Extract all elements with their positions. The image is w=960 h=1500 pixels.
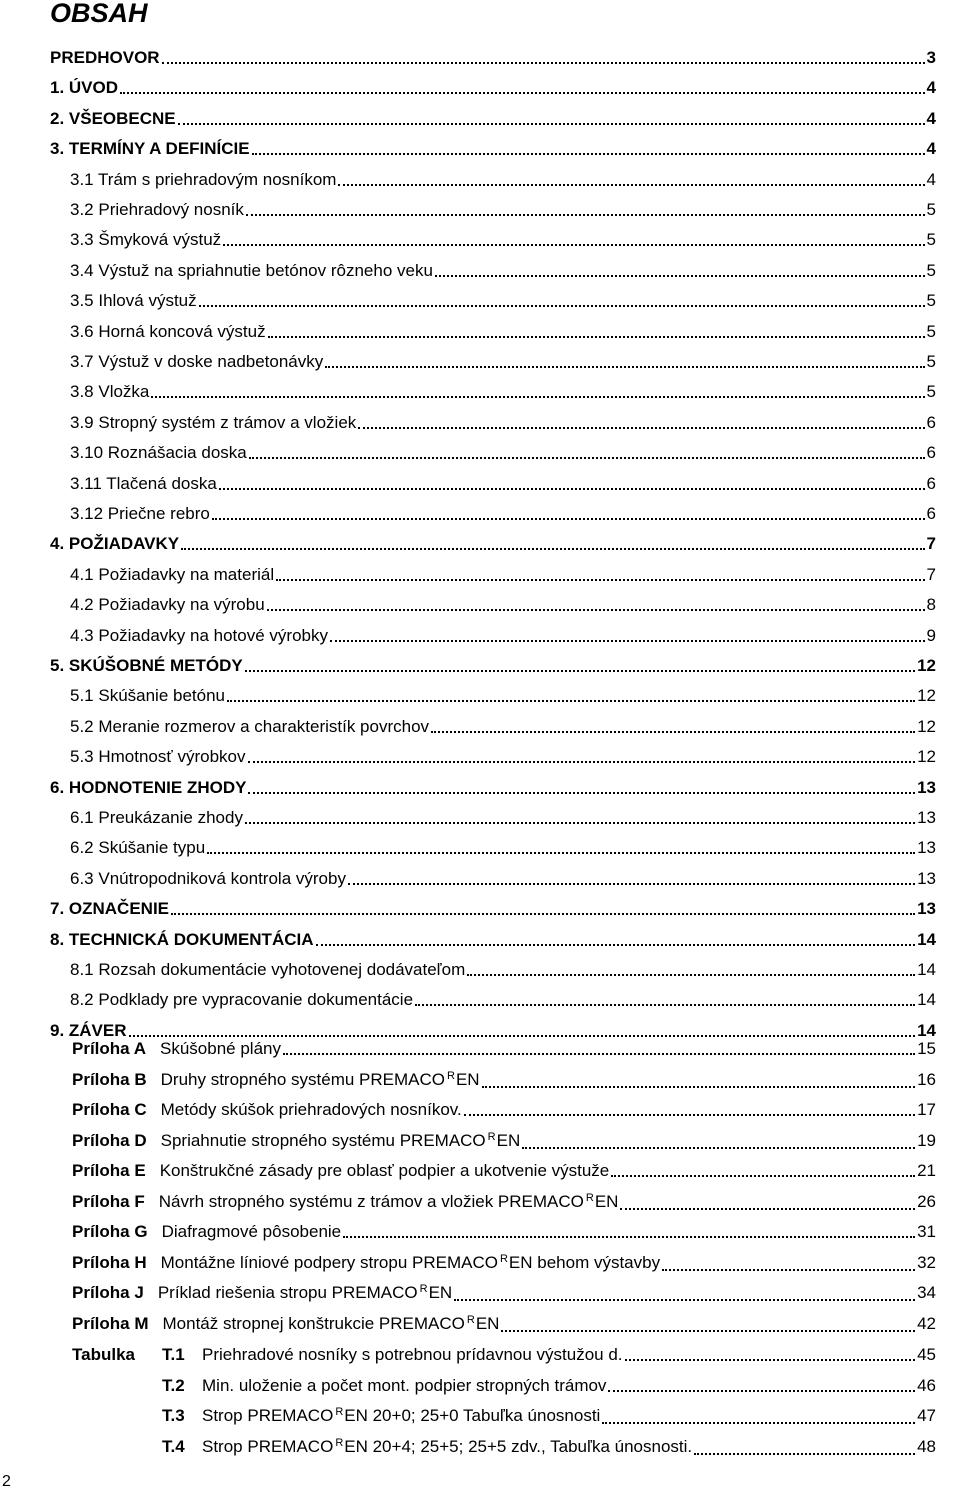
appendix-key: Príloha H [72, 1253, 147, 1272]
toc-page-number: 5 [926, 382, 936, 401]
entry-text: Strop PREMACO [202, 1406, 334, 1425]
appendix-label [72, 1130, 520, 1154]
dot-leader [464, 1114, 915, 1116]
entry-text: Strop PREMACO [202, 1437, 334, 1456]
dot-leader [268, 336, 925, 338]
toc-page-number: 5 [926, 322, 936, 341]
appendix-label [72, 1191, 618, 1215]
toc-subsection [70, 837, 936, 859]
registered-mark: R [335, 1406, 344, 1418]
toc-table [72, 1405, 936, 1429]
toc-subsection [70, 412, 936, 434]
dot-leader [245, 822, 915, 824]
toc-entry-label: 5.1 Skúšanie betónu [70, 686, 226, 705]
table-number: T.3 [162, 1406, 185, 1425]
dot-leader [219, 488, 925, 490]
appendix-key: Príloha M [72, 1314, 149, 1333]
appendix-key: Príloha E [72, 1161, 146, 1180]
toc-section [50, 929, 936, 951]
page-number: 2 [2, 1473, 11, 1490]
toc-entry-label: 8. TECHNICKÁ DOKUMENTÁCIA [50, 930, 314, 949]
dot-leader [227, 700, 915, 702]
appendix-label [72, 1038, 281, 1060]
toc-subsection [70, 716, 936, 738]
dot-leader [199, 305, 925, 307]
toc-page-number: 13 [917, 808, 936, 827]
toc-page-number: 45 [917, 1345, 936, 1364]
toc-page-number: 14 [917, 1021, 936, 1040]
entry-text: Montážne líniové podpery stropu PREMACO [160, 1253, 498, 1272]
toc-page-number: 26 [917, 1192, 936, 1211]
toc-appendix [72, 1069, 936, 1093]
toc-appendix [72, 1252, 936, 1276]
entry-text: Metódy skúšok priehradových nosníkov. [160, 1100, 462, 1119]
dot-leader [267, 609, 925, 611]
toc-entry-label: 5.2 Meranie rozmerov a charakteristík povrchov [70, 717, 430, 736]
dot-leader [248, 761, 916, 763]
dot-leader [415, 1004, 915, 1006]
toc-page-number: 5 [926, 230, 936, 249]
toc-appendix [72, 1313, 936, 1337]
toc-entry-label: 3.9 Stropný systém z trámov a vložiek [70, 413, 357, 432]
dot-leader [325, 366, 924, 368]
toc-page-number: 48 [917, 1437, 936, 1456]
table-number: T.4 [162, 1437, 185, 1456]
table-label [72, 1405, 600, 1429]
toc-section [50, 777, 936, 799]
toc-entry-label: 8.1 Rozsah dokumentácie vyhotovenej dodávateľom [70, 960, 466, 979]
toc-subsection [70, 351, 936, 373]
toc-subsection [70, 290, 936, 312]
toc-entry-label: 3.12 Priečne rebro [70, 504, 210, 523]
dot-leader [611, 1175, 915, 1177]
entry-text: Návrh stropného systému z trámov a vložiek PREMACO [158, 1192, 584, 1211]
toc-page-number: 14 [917, 960, 936, 979]
dot-leader [151, 396, 924, 398]
toc-entry-label: 3.7 Výstuž v doske nadbetonávky [70, 352, 324, 371]
toc-page-number: 13 [917, 869, 936, 888]
toc-page-number: 3 [926, 48, 936, 67]
toc-entry-label: 9. ZÁVER [50, 1021, 127, 1040]
appendix-key: Príloha G [72, 1222, 148, 1241]
dot-leader [248, 792, 915, 794]
appendix-label [72, 1099, 462, 1121]
entry-text: Spriahnutie stropného systému PREMACO [160, 1131, 486, 1150]
toc-page-number: 4 [926, 109, 936, 128]
toc-entry-label: 3. TERMÍNY A DEFINÍCIE [50, 139, 250, 158]
toc-entry-label: 5.3 Hmotnosť výrobkov [70, 747, 246, 766]
toc-subsection [70, 381, 936, 403]
entry-suffix: EN 20+0; 25+0 Tabuľka únosnosti [344, 1406, 601, 1425]
toc-page-number: 13 [917, 899, 936, 918]
toc-subsection [70, 868, 936, 890]
toc-page-number: 15 [917, 1039, 936, 1058]
toc-entry-label: 3.10 Roznášacia doska [70, 443, 247, 462]
toc-page-number: 8 [926, 595, 936, 614]
toc-section [50, 138, 936, 160]
toc-appendix [72, 1160, 936, 1182]
toc-page-number: 5 [926, 261, 936, 280]
dot-leader [330, 640, 925, 642]
toc-entry-label: 3.2 Priehradový nosník [70, 200, 244, 219]
entry-suffix: EN [475, 1314, 500, 1333]
dot-leader [625, 1359, 916, 1361]
dot-leader [120, 92, 925, 94]
table-number: T.2 [162, 1376, 185, 1395]
toc-subsection [70, 199, 936, 221]
toc-page-number: 31 [917, 1222, 936, 1241]
toc-entry-label: 6. HODNOTENIE ZHODY [50, 778, 247, 797]
table-label [72, 1375, 606, 1397]
toc-entry-label: 3.8 Vložka [70, 382, 150, 401]
toc-entry-label: PREDHOVOR [50, 48, 160, 67]
toc-entry-label: 3.6 Horná koncová výstuž [70, 322, 266, 341]
entry-text: Priehradové nosníky s potrebnou prídavnou výstužou d. [202, 1345, 623, 1364]
toc-subsection [70, 229, 936, 251]
entry-suffix: EN [496, 1131, 521, 1150]
toc-subsection [70, 564, 936, 586]
toc-table [72, 1344, 936, 1366]
dot-leader [343, 1236, 915, 1238]
appendix-key: Príloha F [72, 1192, 145, 1211]
toc-subsection [70, 169, 936, 191]
toc-section [50, 533, 936, 555]
toc-page-number: 5 [926, 200, 936, 219]
toc-appendix [72, 1221, 936, 1243]
dot-leader [431, 731, 915, 733]
toc-subsection [70, 594, 936, 616]
dot-leader [283, 1053, 915, 1055]
dot-leader [178, 123, 925, 125]
toc-page-number: 47 [917, 1406, 936, 1425]
toc-subsection [70, 503, 936, 525]
toc-entry-label: 3.11 Tlačená doska [70, 474, 217, 493]
entry-suffix: EN [594, 1192, 619, 1211]
registered-mark: R [447, 1070, 455, 1082]
entry-suffix: EN 20+4; 25+5; 25+5 zdv., Tabuľka únosnosti. [344, 1437, 693, 1456]
table-number: T.1 [162, 1345, 185, 1364]
toc-page-number: 5 [926, 352, 936, 371]
toc-page-number: 12 [917, 717, 936, 736]
dot-leader [501, 1330, 915, 1332]
toc-page-number: 12 [917, 747, 936, 766]
toc-entry-label: 6.2 Skúšanie typu [70, 838, 206, 857]
toc-page-number: 6 [926, 413, 936, 432]
entry-text: Diafragmové pôsobenie [161, 1222, 342, 1241]
dot-leader [602, 1422, 915, 1424]
dot-leader [162, 62, 925, 64]
toc-subsection [70, 321, 936, 343]
dot-leader [467, 974, 915, 976]
dot-leader [454, 1299, 915, 1301]
toc-entry-label: 5. SKÚŠOBNÉ METÓDY [50, 656, 243, 675]
toc-subsection [70, 807, 936, 829]
toc-subsection [70, 442, 936, 464]
dot-leader [694, 1453, 915, 1455]
dot-leader [276, 579, 924, 581]
toc-subsection [70, 473, 936, 495]
table-label [72, 1436, 692, 1460]
toc-page-number: 12 [917, 656, 936, 675]
toc-subsection [70, 959, 936, 981]
toc-page-number: 42 [917, 1314, 936, 1333]
toc-subsection [70, 746, 936, 768]
toc-page-number: 14 [917, 990, 936, 1009]
dot-leader [207, 852, 915, 854]
toc-subsection [70, 260, 936, 282]
dot-leader [620, 1208, 915, 1210]
appendix-label [72, 1069, 480, 1093]
toc-page-number: 9 [926, 626, 936, 645]
toc-appendix [72, 1191, 936, 1215]
toc-page-number: 6 [926, 443, 936, 462]
entry-text: Konštrukčné zásady pre oblasť podpier a ukotvenie výstuže [159, 1161, 610, 1180]
toc-page-number: 46 [917, 1376, 936, 1395]
toc-entry-label: 6.3 Vnútropodniková kontrola výroby [70, 869, 346, 888]
dot-leader [246, 214, 925, 216]
toc-section [50, 77, 936, 99]
dot-leader [522, 1147, 915, 1149]
toc-subsection [70, 685, 936, 707]
toc-page-number: 21 [917, 1161, 936, 1180]
toc-section [50, 47, 936, 69]
toc-entry-label: 4.1 Požiadavky na materiál [70, 565, 275, 584]
toc-appendix [72, 1099, 936, 1121]
entry-text: Min. uloženie a počet mont. podpier stropných trámov [202, 1376, 607, 1395]
toc-subsection [70, 625, 936, 647]
dot-leader [348, 883, 915, 885]
toc-table [72, 1436, 936, 1460]
toc-appendix [72, 1130, 936, 1154]
toc-page-number: 6 [926, 504, 936, 523]
appendix-label [72, 1252, 660, 1276]
toc-page-number: 14 [917, 930, 936, 949]
table-label [72, 1344, 623, 1366]
toc-page-number: 7 [926, 565, 936, 584]
toc-entry-label: 4.3 Požiadavky na hotové výrobky [70, 626, 328, 645]
dot-leader [223, 244, 924, 246]
toc-page-number: 13 [917, 778, 936, 797]
toc-page-number: 4 [926, 139, 936, 158]
entry-suffix: EN [455, 1070, 480, 1089]
toc-section [50, 655, 936, 677]
toc-entry-label: 6.1 Preukázanie zhody [70, 808, 243, 827]
dot-leader [171, 913, 915, 915]
toc-entry-label: 4.2 Požiadavky na výrobu [70, 595, 265, 614]
entry-text: Príklad riešenia stropu PREMACO [157, 1283, 418, 1302]
appendix-key: Príloha D [72, 1131, 147, 1150]
toc-section [50, 898, 936, 920]
appendix-label [72, 1221, 341, 1243]
toc-entry-label: 7. OZNAČENIE [50, 899, 170, 918]
toc-page-number: 16 [917, 1070, 936, 1089]
toc-page-number: 5 [926, 291, 936, 310]
dot-leader [482, 1086, 915, 1088]
toc-entry-label: 4. POŽIADAVKY [50, 534, 180, 553]
registered-mark: R [487, 1131, 496, 1143]
dot-leader [435, 275, 925, 277]
toc-page-number: 7 [926, 534, 936, 553]
registered-mark: R [419, 1283, 428, 1295]
table-key: Tabulka [72, 1345, 135, 1364]
toc-page-number: 17 [917, 1100, 936, 1119]
dot-leader [212, 518, 925, 520]
toc-page-number: 13 [917, 838, 936, 857]
entry-suffix: EN behom výstavby [508, 1253, 661, 1272]
toc-table [72, 1375, 936, 1397]
entry-suffix: EN [428, 1283, 453, 1302]
dot-leader [249, 457, 925, 459]
toc-entry-label: 3.3 Šmyková výstuž [70, 230, 222, 249]
dot-leader [316, 944, 916, 946]
toc-page-number: 19 [917, 1131, 936, 1150]
toc-page-number: 4 [926, 170, 936, 189]
registered-mark: R [466, 1314, 475, 1326]
toc-page-number: 32 [917, 1253, 936, 1272]
appendix-key: Príloha B [72, 1070, 147, 1089]
toc-page-number: 12 [917, 686, 936, 705]
toc-entry-label: 3.5 Ihlová výstuž [70, 291, 197, 310]
appendix-key: Príloha A [72, 1039, 146, 1058]
appendix-key: Príloha J [72, 1283, 144, 1302]
dot-leader [338, 184, 924, 186]
dot-leader [129, 1035, 916, 1037]
registered-mark: R [335, 1437, 344, 1449]
toc-entry-label: 2. VŠEOBECNE [50, 109, 176, 128]
toc-entry-label: 1. ÚVOD [50, 78, 119, 97]
toc-entry-label: 8.2 Podklady pre vypracovanie dokumentácie [70, 990, 414, 1009]
page-title: OBSAH [50, 0, 148, 28]
toc-subsection [70, 989, 936, 1011]
appendix-key: Príloha C [72, 1100, 147, 1119]
entry-text: Druhy stropného systému PREMACO [160, 1070, 446, 1089]
dot-leader [662, 1269, 915, 1271]
registered-mark: R [585, 1192, 594, 1204]
toc-entry-label: 3.1 Trám s priehradovým nosníkom [70, 170, 337, 189]
toc-appendix [72, 1038, 936, 1060]
toc-appendix [72, 1282, 936, 1306]
toc-entry-label: 3.4 Výstuž na spriahnutie betónov rôzneho veku [70, 261, 433, 280]
appendix-label [72, 1313, 499, 1337]
dot-leader [181, 548, 924, 550]
entry-text: Montáž stropnej konštrukcie PREMACO [162, 1314, 465, 1333]
toc-page-number: 4 [926, 78, 936, 97]
dot-leader [358, 427, 924, 429]
dot-leader [245, 670, 915, 672]
toc-page-number: 6 [926, 474, 936, 493]
appendix-label [72, 1160, 609, 1182]
registered-mark: R [499, 1253, 508, 1265]
toc-page-number: 34 [917, 1283, 936, 1302]
dot-leader [252, 153, 925, 155]
entry-text: Skúšobné plány [160, 1039, 281, 1058]
toc-section [50, 108, 936, 130]
dot-leader [608, 1390, 915, 1392]
appendix-label [72, 1282, 452, 1306]
